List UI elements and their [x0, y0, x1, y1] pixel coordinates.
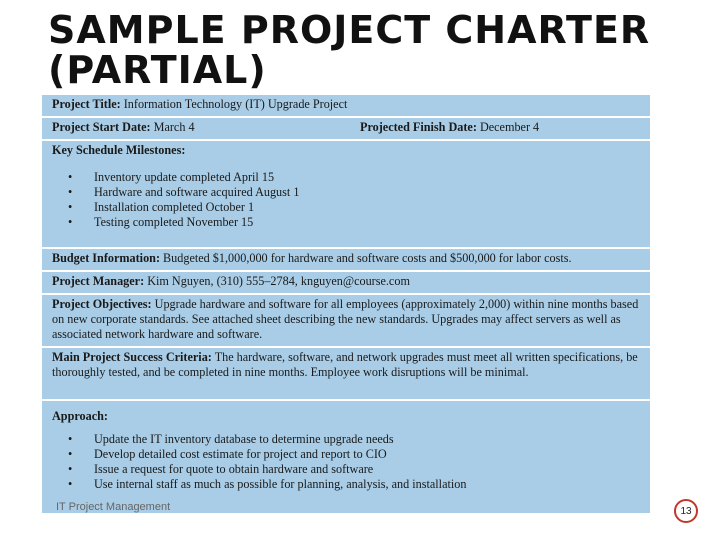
- project-manager-row: [42, 272, 650, 295]
- project-dates-row: [42, 118, 650, 141]
- slide-title: [48, 10, 688, 90]
- finish-date-value: December 4: [479, 120, 540, 134]
- slide-title-line-1: SAMPLE PROJECT CHARTER: [48, 8, 651, 52]
- objectives-value: Upgrade hardware and software for all employees (approximately 2,000) within nine months based on new corporate standards. See attached sheet describing the new standards. Upgrades may affect servers as well as associated network hardware and software.: [52, 297, 639, 341]
- start-date-cell: [52, 120, 360, 136]
- milestones-list: [52, 170, 640, 230]
- milestones-row: [42, 141, 650, 249]
- finish-date-label: Projected Finish Date:: [360, 120, 477, 134]
- budget-value: Budgeted $1,000,000 for hardware and software costs and $500,000 for labor costs.: [163, 251, 572, 265]
- success-criteria-label: Main Project Success Criteria:: [52, 350, 212, 364]
- list-item: • Hardware and software acquired August 1: [52, 185, 640, 200]
- start-date-label: Project Start Date:: [52, 120, 151, 134]
- list-item: • Update the IT inventory database to determine upgrade needs: [52, 432, 640, 447]
- start-date-value: March 4: [153, 120, 195, 134]
- list-item: • Inventory update completed April 15: [52, 170, 640, 185]
- project-manager-value: Kim Nguyen, (310) 555–2784, knguyen@course.com: [147, 274, 410, 288]
- approach-row: [42, 401, 650, 506]
- list-item: • Installation completed October 1: [52, 200, 640, 215]
- objectives-row: [42, 295, 650, 348]
- footer-text: IT Project Management: [56, 501, 171, 513]
- success-criteria-row: [42, 348, 650, 401]
- milestones-label: Key Schedule Milestones:: [52, 143, 186, 157]
- slide-title-line-2: (PARTIAL): [48, 48, 267, 92]
- approach-label: Approach:: [52, 409, 108, 423]
- list-item: • Issue a request for quote to obtain hardware and software: [52, 462, 640, 477]
- project-title-value: Information Technology (IT) Upgrade Project: [123, 97, 348, 111]
- list-item: • Use internal staff as much as possible for planning, analysis, and installation: [52, 477, 640, 492]
- project-title-row: [42, 95, 650, 118]
- list-item: • Testing completed November 15: [52, 215, 640, 230]
- budget-row: [42, 249, 650, 272]
- success-criteria-value: The hardware, software, and network upgrades must meet all written specifications, be thoroughly tested, and be completed in nine months. Employee work disruptions will be minimal.: [52, 350, 638, 379]
- objectives-label: Project Objectives:: [52, 297, 152, 311]
- approach-list: [52, 432, 640, 492]
- list-item: • Develop detailed cost estimate for project and report to CIO: [52, 447, 640, 462]
- finish-date-cell: [360, 120, 539, 136]
- project-manager-label: Project Manager:: [52, 274, 145, 288]
- project-charter-table: [42, 95, 650, 513]
- budget-label: Budget Information:: [52, 251, 160, 265]
- page-number-badge: 13: [674, 499, 698, 523]
- project-title-label: Project Title:: [52, 97, 121, 111]
